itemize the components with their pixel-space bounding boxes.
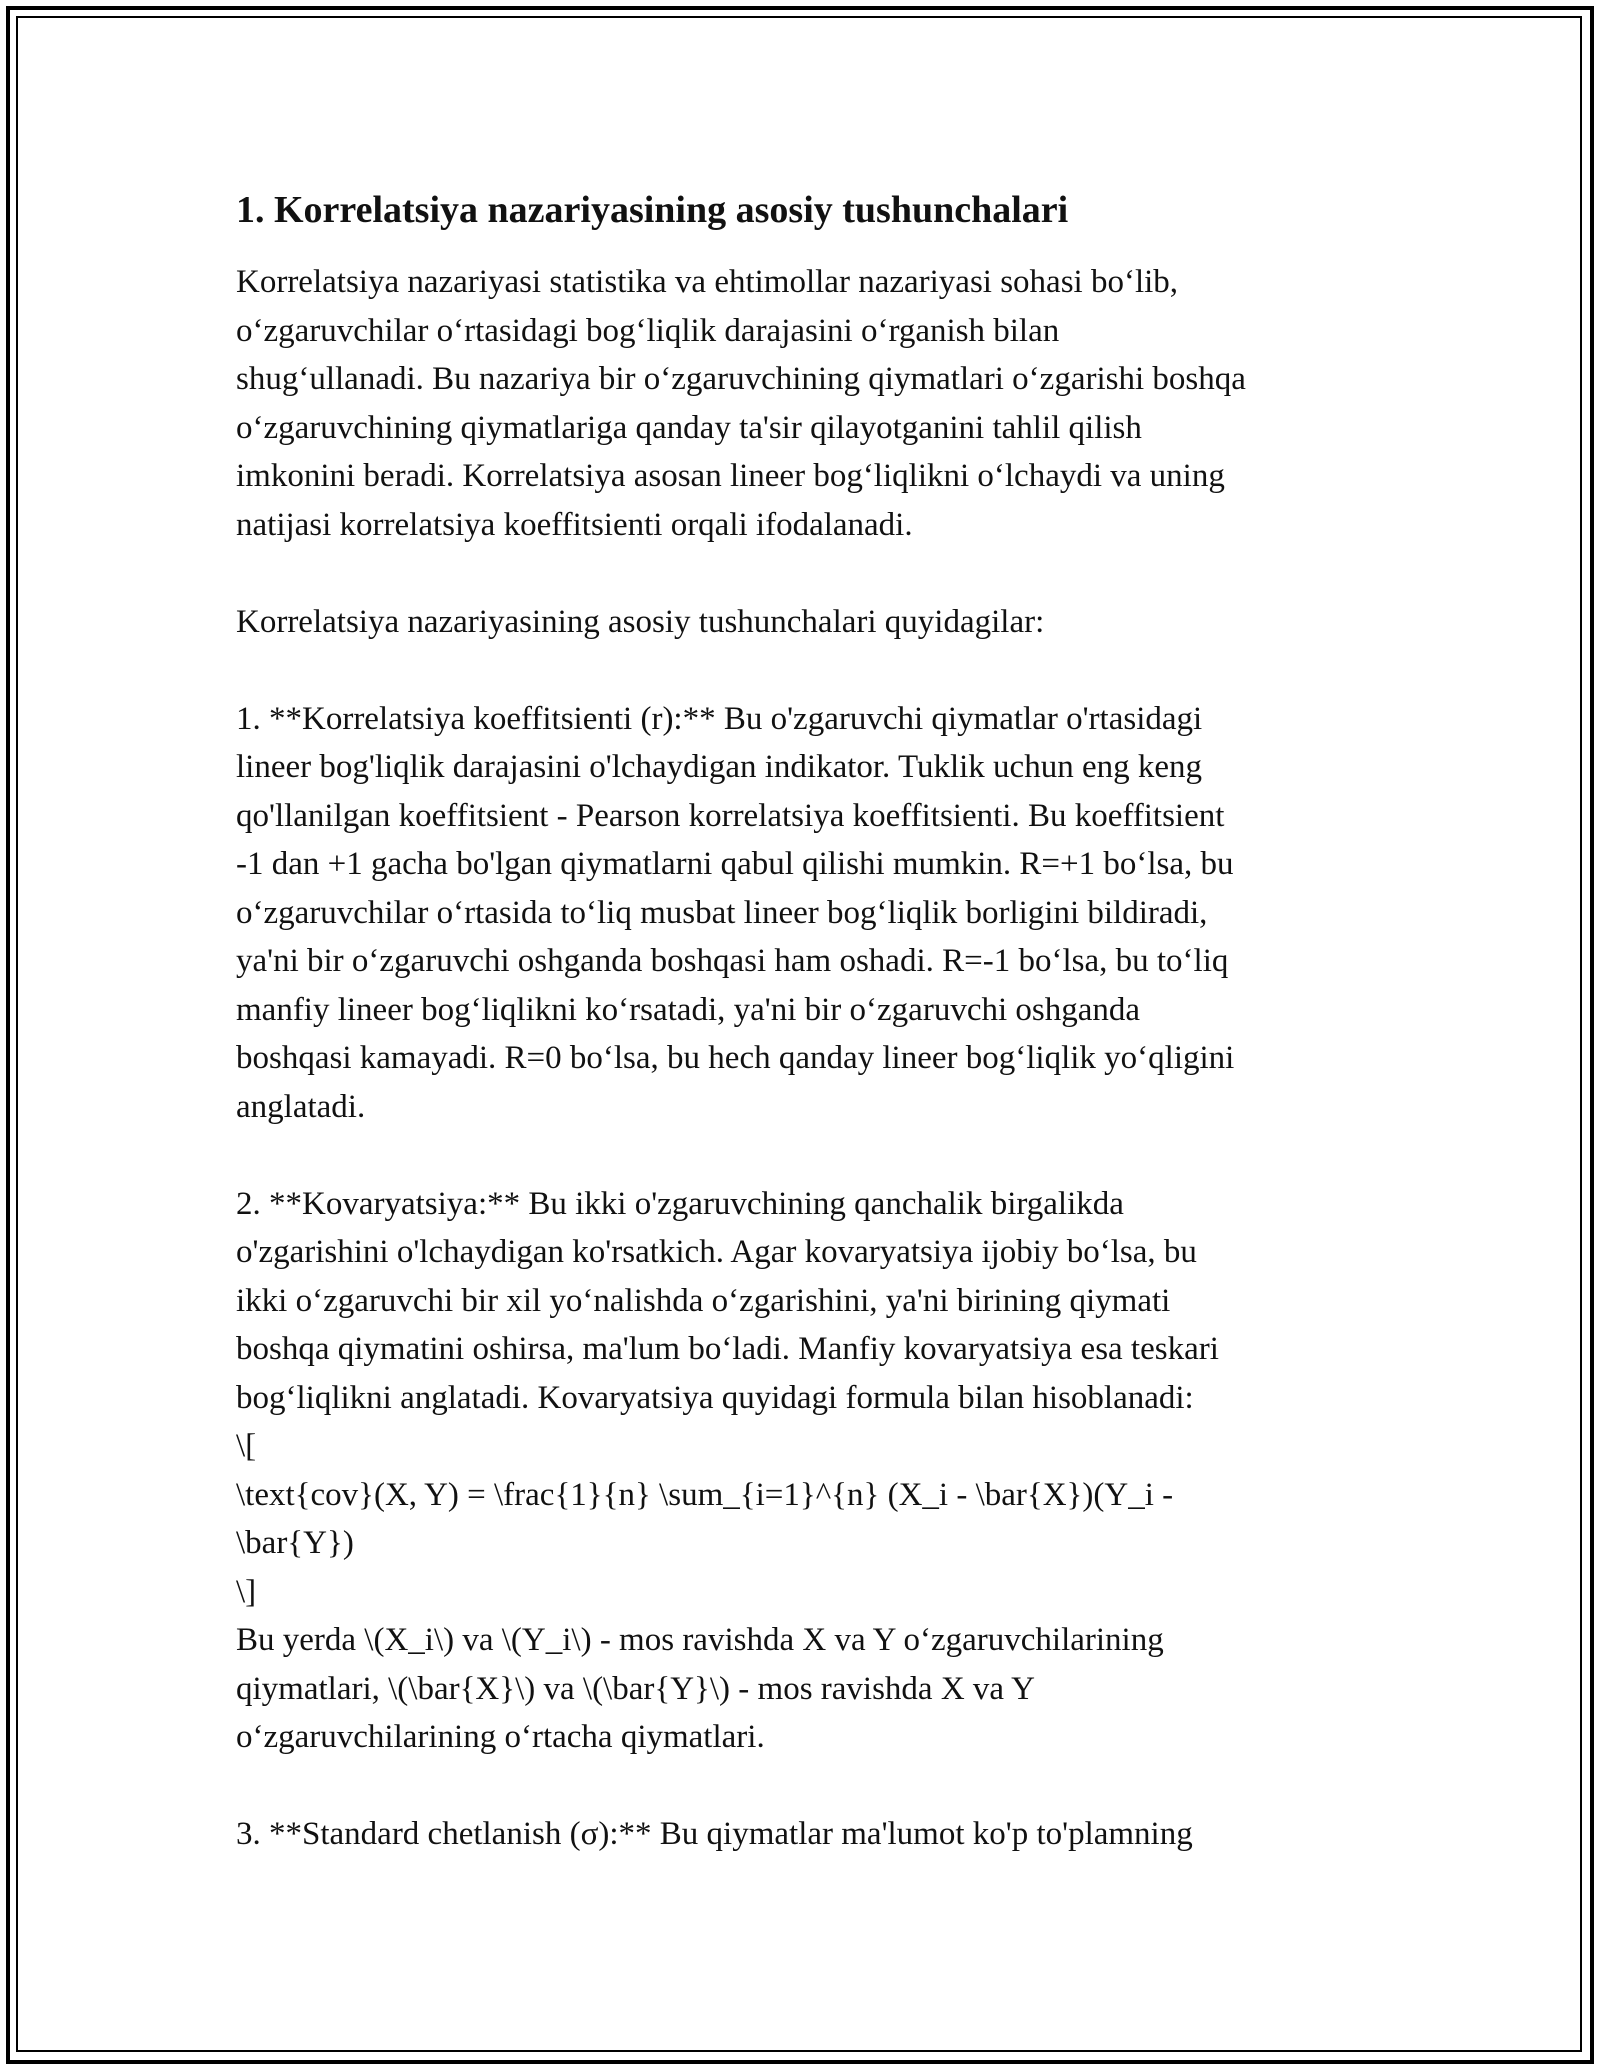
list-item-covariance: 2. **Kovaryatsiya:** Bu ikki o'zgaruvchining qanchalik birgalikda o'zgarishini o'lchaydigan ko'rsatkich. Agar kovaryatsiya ijobiy bo‘lsa, bu ikki o‘zgaruvchi bir xil yo‘nalishda o‘zgarishini, ya'ni birining qiymati boshqa qiymatini oshirsa, ma'lum bo‘ladi. Manfiy kovaryatsiya esa teskari bog‘liqlikni anglatadi. Kovaryatsiya quyidagi formula bilan hisoblanadi: \[ \text{cov}(X, Y) = \frac{1}{n} \sum_{i=1}^{n} (X_i - \bar{X})(Y_i - \bar{Y}) \] Bu yerda \(X_i\) va \(Y_i\) - mos ravishda X va Y o‘zgaruvchilarining qiymatlari, \(\bar{X}\) va \(\bar{Y}\) - mos ravishda X va Y o‘zgaruvchilarining o‘rtacha qiymatlari. <box>236 1185 1219 1755</box>
paragraph-intro: Korrelatsiya nazariyasi statistika va ehtimollar nazariyasi sohasi bo‘lib, o‘zgaruvchilar o‘rtasidagi bog‘liqlik darajasini o‘rganish bilan shug‘ullanadi. Bu nazariya bir o‘zgaruvchining qiymatlari o‘zgarishi boshqa o‘zgaruvchining qiymatlariga qanday ta'sir qilayotganini tahlil qilish imkonini beradi. Korrelatsiya asosan lineer bog‘liqlikni o‘lchaydi va uning natijasi korrelatsiya koeffitsienti orqali ifodalanadi. <box>236 264 1246 543</box>
list-item-correlation-coefficient: 1. **Korrelatsiya koeffitsienti (r):** Bu o'zgaruvchi qiymatlar o'rtasidagi lineer bog'liqlik darajasini o'lchaydigan indikator. Tuklik uchun eng keng qo'llanilgan koeffitsient - Pearson korrelatsiya koeffitsienti. Bu koeffitsient -1 dan +1 gacha bo'lgan qiymatlarni qabul qilishi mumkin. R=+1 bo‘lsa, bu o‘zgaruvchilar o‘rtasida to‘liq musbat lineer bog‘liqlik borligini bildiradi, ya'ni bir o‘zgaruvchi oshganda boshqasi ham oshadi. R=-1 bo‘lsa, bu to‘liq manfiy lineer bog‘liqlikni ko‘rsatadi, ya'ni bir o‘zgaruvchi oshganda boshqasi kamayadi. R=0 bo‘lsa, bu hech qanday lineer bog‘liqlik yo‘qligini anglatadi. <box>236 700 1235 1125</box>
paragraph-spacer <box>236 549 1366 598</box>
paragraph-spacer <box>236 646 1366 695</box>
document-body <box>236 186 1366 1859</box>
paragraph-list-lead: Korrelatsiya nazariyasining asosiy tushunchalari quyidagilar: <box>236 603 1045 640</box>
paragraph-spacer <box>236 1131 1366 1180</box>
section-heading: 1. Korrelatsiya nazariyasining asosiy tushunchalari <box>236 189 1069 231</box>
list-item-standard-deviation: 3. **Standard chetlanish (σ):** Bu qiymatlar ma'lumot ko'p to'plamning <box>236 1816 1193 1852</box>
paragraph-spacer <box>236 1762 1366 1811</box>
